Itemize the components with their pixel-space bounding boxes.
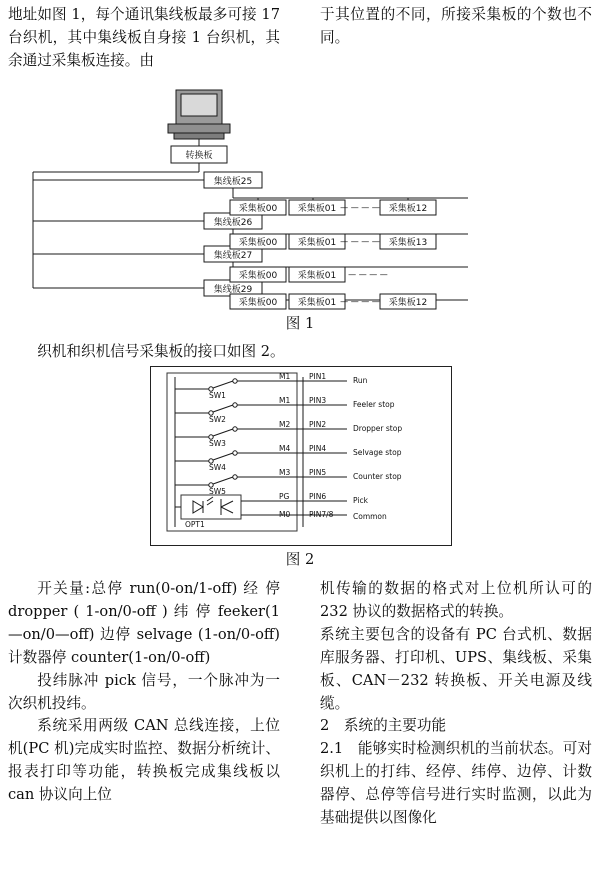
- ellipsis: — — — —: [348, 270, 388, 279]
- hub-label-4: 集线板29: [213, 285, 253, 295]
- hub-label-2: 集线板26: [213, 218, 253, 228]
- paragraph-text: 投纬脉冲 pick 信号，一个脉冲为一次织机投纬。: [8, 671, 280, 712]
- switch-label: SW2: [209, 415, 226, 424]
- figure-2-interface-diagram: [150, 366, 452, 546]
- m-label: M4: [279, 444, 291, 453]
- opto-label: OPT1: [185, 520, 205, 529]
- m-label: M1: [279, 372, 291, 381]
- figure-2-caption: 图 2: [285, 551, 315, 568]
- switch-label: SW4: [209, 463, 226, 472]
- signal-label: Pick: [353, 496, 368, 505]
- ellipsis: — — — —: [340, 297, 380, 306]
- m-label: M2: [279, 420, 291, 429]
- collector-label: 采集板00: [238, 271, 278, 281]
- m-label: M3: [279, 468, 291, 477]
- m-label: PG: [279, 492, 290, 501]
- paragraph-text: 系统主要包含的设备有 PC 台式机、数据库服务器、打印机、UPS、集线板、采集板、CAN－232 转换板、开关电源及线缆。: [320, 625, 592, 712]
- collector-label: 采集板01: [297, 204, 337, 214]
- signal-label: Common: [353, 512, 387, 521]
- pin-label: PIN5: [309, 468, 327, 477]
- figure-1-caption: 图 1: [285, 315, 315, 332]
- paragraph-mid-sentence: 织机和织机信号采集板的接口如图 2。: [37, 343, 285, 360]
- ellipsis: — — — —: [340, 237, 380, 246]
- paragraph-bottom-left: [8, 578, 280, 807]
- collector-label: 采集板01: [297, 238, 337, 248]
- pin-label: PIN1: [309, 372, 327, 381]
- collector-label: 采集板00: [238, 204, 278, 214]
- paragraph-text: 于其位置的不同，所接采集板的个数也不同。: [320, 6, 592, 46]
- collector-label: 采集板12: [388, 298, 428, 308]
- paragraph-text: 系统采用两级 CAN 总线连接，上位机(PC 机)完成实时监控、数据分析统计、报表打印等功能，转换板完成集线板以 can 协议向上位: [8, 717, 280, 804]
- collector-label: 采集板01: [297, 271, 337, 281]
- collector-label: 采集板01: [297, 298, 337, 308]
- ellipsis: — — — —: [340, 203, 380, 212]
- collector-label: 采集板13: [388, 238, 428, 248]
- hub-label-3: 集线板27: [213, 251, 253, 261]
- switch-label: SW3: [209, 439, 226, 448]
- pin-label: PIN6: [309, 492, 327, 501]
- m-label: M0: [279, 510, 291, 519]
- signal-label: Selvage stop: [353, 448, 402, 457]
- paragraph-text: 2.1 能够实时检测织机的当前状态。可对织机上的打纬、经停、纬停、边停、计数器停、总停等信号进行实时监测，以此为基础提供以图像化: [320, 740, 592, 827]
- figure-1-network-diagram: [8, 88, 592, 310]
- switch-label: SW1: [209, 391, 226, 400]
- m-label: M1: [279, 396, 291, 405]
- paragraph-text: 开关量:总停 run(0-on/1-off) 经 停 dropper ( 1-on/0-off ) 纬 停 feeker(1—on/0—off) 边停 selvage (1-on/0-off) 计数器停 counter(1-on/0-off): [8, 580, 280, 666]
- pin-label: PIN3: [309, 396, 327, 405]
- signal-label: Run: [353, 376, 368, 385]
- signal-label: Dropper stop: [353, 424, 403, 433]
- hub-label-1: 集线板25: [213, 177, 253, 187]
- signal-label: Feeler stop: [353, 400, 395, 409]
- signal-label: Counter stop: [353, 472, 402, 481]
- pin-label: PIN7/8: [309, 510, 334, 519]
- collector-label: 采集板00: [238, 238, 278, 248]
- section-heading: 2 系统的主要功能: [320, 717, 447, 735]
- paragraph-text: 机传输的数据的格式对上位机所认可的 232 协议的数据格式的转换。: [320, 580, 592, 620]
- paragraph-top-left: [8, 4, 280, 73]
- converter-label: 转换板: [185, 151, 213, 161]
- paragraph-text: 地址如图 1，每个通讯集线板最多可接 17 台织机，其中集线板自身接 1 台织机，其余通过采集板连接。由: [8, 6, 280, 69]
- paragraph-top-right: [320, 4, 592, 50]
- collector-label: 采集板00: [238, 298, 278, 308]
- collector-label: 采集板12: [388, 204, 428, 214]
- pin-label: PIN2: [309, 420, 327, 429]
- pin-label: PIN4: [309, 444, 327, 453]
- switch-label: SW5: [209, 487, 226, 496]
- paragraph-bottom-right: [320, 578, 592, 830]
